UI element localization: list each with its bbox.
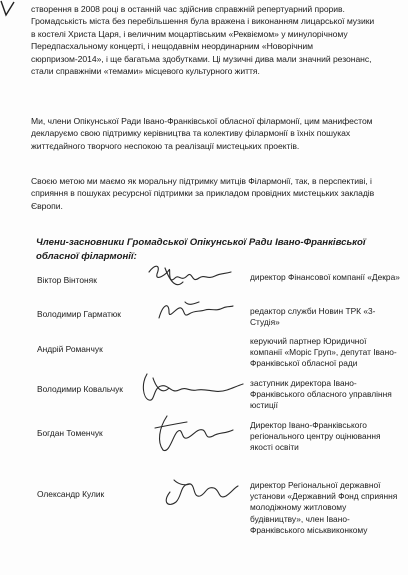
paragraph-repertoire: створення в 2008 році в останній час здійснив справжній репертуарний прорив. Громадськість міста без перебільшення була вражена і виконанням лицарської музики в костелі Христа Царя, і величним моцартівським «Реквіємом» у минулорічному Передпасхальному концерті, і нещодавнім неординарним «Новорічним сюрпризом-2014», і ще багатьма здобутками. Ці музичні дива мали значний резонанс, стали справжніми «темами» місцевого культурного життя.	[31, 4, 375, 77]
member-name: Богдан Томенчук	[37, 428, 103, 438]
member-name: Андрій Романчук	[37, 344, 103, 354]
handwritten-signature	[135, 370, 245, 406]
member-role: заступник директора Івано-Франківського обласного управління юстиції	[250, 378, 392, 411]
member-name: Володимир Ковальчук	[37, 384, 123, 394]
handwritten-signature	[155, 298, 235, 326]
member-name: Олександр Кулик	[37, 489, 105, 499]
handwritten-signature	[160, 474, 240, 510]
member-role: редактор служби Новин ТРК «3-Студія»	[250, 306, 376, 328]
member-name: Володимир Гарматюк	[37, 309, 121, 319]
member-role: директор Фінансової компанії «Декра»	[250, 272, 400, 282]
handwritten-signature	[145, 262, 235, 294]
members-heading: Члени-засновники Громадської Опікунської Ради Івано-Франківської обласної філармонії:	[36, 237, 366, 262]
corner-fold-mark	[0, 0, 16, 18]
member-role: керуючий партнер Юридичної компанії «Моріс Груп», депутат Івано-Франківської обласної ради	[250, 336, 397, 369]
member-role: Директор Івано-Франківського регіонального центру оцінювання якості освіти	[250, 420, 381, 453]
member-role: директор Регіональної державної установи «Державний Фонд сприяння молодіжному житловому будівництву», член Івано-Франківського міськвиконкому	[250, 480, 398, 535]
handwritten-signature	[147, 414, 237, 454]
paragraph-goal: Своєю метою ми маємо як моральну підтримку митців Філармонії, так, в перспективі, і сприяння в пошуках ресурсної підтримки за прикладом провідних мистецьких закладів Європи.	[31, 176, 375, 211]
member-name: Віктор Вінтоняк	[37, 275, 97, 285]
paragraph-manifesto: Ми, члени Опікунської Ради Івано-Франківської обласної філармонії, цим манифестом декларуємо свою підтримку керівництва та колективу філармонії в їхніх пошуках життєдайного творчого неспокою та реалізації мистецьких проектів.	[31, 116, 373, 151]
